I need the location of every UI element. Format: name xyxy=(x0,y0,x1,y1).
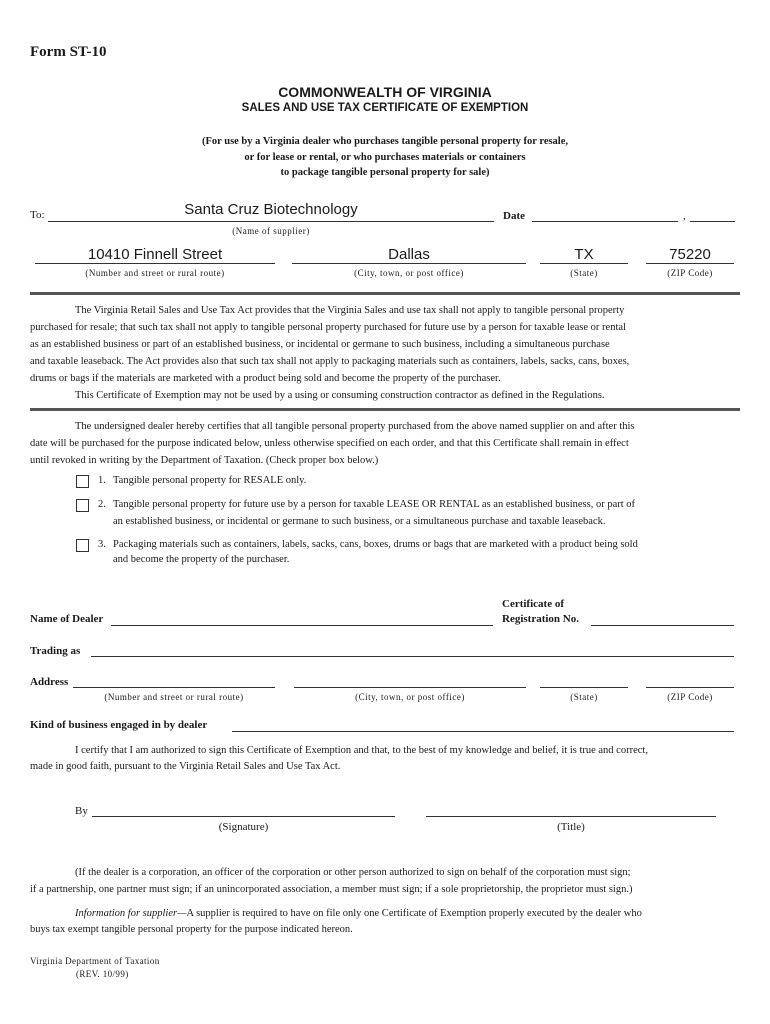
dealer-zip-line[interactable] xyxy=(646,687,734,688)
supplier-street-line[interactable] xyxy=(35,263,275,264)
dealer-street-caption: (Number and street or rural route) xyxy=(104,692,244,702)
section-divider-1 xyxy=(30,292,740,295)
title-line[interactable] xyxy=(426,816,716,817)
supplier-street-caption: (Number and street or rural route) xyxy=(85,268,225,278)
section-divider-2 xyxy=(30,408,740,411)
supplier-state-line[interactable] xyxy=(540,263,628,264)
supplier-city-value[interactable]: Dallas xyxy=(388,246,430,263)
lease-rental-checkbox[interactable] xyxy=(76,499,89,512)
supplier-city-caption: (City, town, or post office) xyxy=(354,268,464,278)
dealer-zip-caption: (ZIP Code) xyxy=(667,692,713,702)
signature-caption: (Signature) xyxy=(218,821,269,833)
dealer-name-label: Name of Dealer xyxy=(30,613,104,625)
supplier-name-caption: (Name of supplier) xyxy=(232,226,310,236)
option-3-line-2: and become the property of the purchaser. xyxy=(113,554,290,565)
kind-of-business-label: Kind of business engaged in by dealer xyxy=(30,719,208,731)
subtitle-line-2: or for lease or rental, or who purchases materials or containers xyxy=(244,152,526,163)
date-line[interactable] xyxy=(532,221,678,222)
footer-department: Virginia Department of Taxation xyxy=(30,956,160,966)
date-year-line[interactable] xyxy=(690,221,735,222)
address-label: Address xyxy=(30,676,69,688)
act-line-5: drums or bags if the materials are marketed with a product being sold and become the property of the purchaser. xyxy=(30,373,501,384)
subtitle-line-3: to package tangible personal property for sale) xyxy=(280,167,490,178)
supplier-zip-line[interactable] xyxy=(646,263,734,264)
supplier-name-value[interactable]: Santa Cruz Biotechnology xyxy=(184,201,358,218)
footer-revision: (REV. 10/99) xyxy=(76,969,129,979)
certify-line-3: until revoked in writing by the Department of Taxation. (Check proper box below.) xyxy=(30,455,379,466)
registration-number-line[interactable] xyxy=(591,625,734,626)
option-1-text: Tangible personal property for RESALE only. xyxy=(113,475,307,486)
dealer-city-caption: (City, town, or post office) xyxy=(355,692,465,702)
option-2-number: 2. xyxy=(98,499,106,510)
dealer-street-line[interactable] xyxy=(73,687,275,688)
act-line-1: The Virginia Retail Sales and Use Tax Act provides that the Virginia Sales and use tax shall not apply to tangible personal property xyxy=(75,305,625,316)
trading-as-label: Trading as xyxy=(30,645,81,657)
act-line-4: and taxable leaseback. The Act provides also that such tax shall not apply to packaging materials such as containers, labels, sacks, cans, boxes, xyxy=(30,356,630,367)
cert-label-line-2: Registration No. xyxy=(502,613,579,625)
subtitle-line-1: (For use by a Virginia dealer who purchases tangible personal property for resale, xyxy=(201,136,569,147)
title-certificate: SALES AND USE TAX CERTIFICATE OF EXEMPTION xyxy=(241,102,529,114)
supplier-state-value[interactable]: TX xyxy=(574,246,594,263)
title-caption: (Title) xyxy=(557,821,585,833)
option-3-number: 3. xyxy=(98,539,106,550)
dealer-city-line[interactable] xyxy=(294,687,526,688)
dealer-state-caption: (State) xyxy=(570,692,598,702)
packaging-checkbox[interactable] xyxy=(76,539,89,552)
act-contractor-note: This Certificate of Exemption may not be used by a using or consuming construction contractor as defined in the Regulations. xyxy=(75,390,605,401)
dealer-name-line[interactable] xyxy=(111,625,493,626)
signature-line[interactable] xyxy=(92,816,395,817)
to-label: To: xyxy=(30,209,45,221)
signature-certify-line-1: I certify that I am authorized to sign this Certificate of Exemption and that, to the best of my knowledge and belief, it is true and correct, xyxy=(75,745,648,756)
supplier-name-line[interactable] xyxy=(48,221,494,222)
option-3-line-1: Packaging materials such as containers, labels, sacks, cans, boxes, drums or bags that are marketed with a product being sold xyxy=(113,539,638,550)
option-2-line-2: an established business, or incidental or germane to such business, or a simultaneous purchase and taxable leaseback. xyxy=(113,516,606,527)
cert-label-line-1: Certificate of xyxy=(502,598,564,610)
kind-of-business-line[interactable] xyxy=(232,731,734,732)
certify-line-2: date will be purchased for the purpose indicated below, unless otherwise specified on each order, and that this Certificate shall remain in effect xyxy=(30,438,629,449)
supplier-street-value[interactable]: 10410 Finnell Street xyxy=(87,246,223,263)
resale-checkbox[interactable] xyxy=(76,475,89,488)
by-label: By xyxy=(75,805,88,817)
trading-as-line[interactable] xyxy=(91,656,734,657)
dealer-state-line[interactable] xyxy=(540,687,628,688)
signature-certify-line-2: made in good faith, pursuant to the Virginia Retail Sales and Use Tax Act. xyxy=(30,761,341,772)
supplier-state-caption: (State) xyxy=(570,268,598,278)
act-line-2: purchased for resale; that such tax shall not apply to tangible personal property purchased for future use by a person for taxable lease or rental xyxy=(30,322,626,333)
supplier-city-line[interactable] xyxy=(292,263,526,264)
supplier-info-text: A supplier is required to have on file only one Certificate of Exemption properly executed by the dealer who xyxy=(186,908,642,919)
date-label: Date xyxy=(503,210,525,222)
supplier-zip-caption: (ZIP Code) xyxy=(667,268,713,278)
corporation-note-line-1: (If the dealer is a corporation, an officer of the corporation or other person authorized to sign on behalf of the corporation must sign; xyxy=(75,867,631,878)
date-comma: , xyxy=(683,210,686,222)
certify-line-1: The undersigned dealer hereby certifies that all tangible personal property purchased from the above named supplier on and after this xyxy=(75,421,635,432)
title-commonwealth: COMMONWEALTH OF VIRGINIA xyxy=(278,84,492,100)
act-line-3: as an established business or part of an established business, or incidental or germane to such business, including a simultaneous purchase xyxy=(30,339,610,350)
form-id: Form ST-10 xyxy=(30,44,107,60)
option-2-line-1: Tangible personal property for future use by a person for taxable LEASE OR RENTAL as an established business, or part of xyxy=(113,499,636,510)
supplier-info-line-2: buys tax exempt tangible personal property for the purpose indicated hereon. xyxy=(30,924,353,935)
supplier-info-heading: Information for supplier— xyxy=(75,908,187,919)
supplier-zip-value[interactable]: 75220 xyxy=(669,246,711,263)
corporation-note-line-2: if a partnership, one partner must sign; if an unincorporated association, a member must sign; if a sole proprietorship, the proprietor must sign.) xyxy=(30,884,633,895)
option-1-number: 1. xyxy=(98,475,106,486)
